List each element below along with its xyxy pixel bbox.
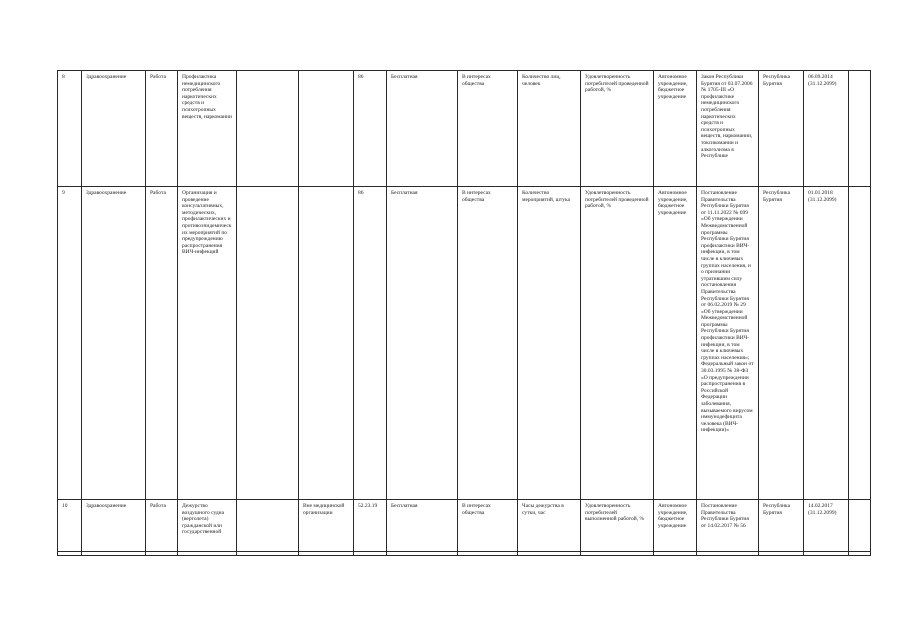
conditions-cell bbox=[299, 187, 354, 500]
volume-indicator-cell: Количество мероприятий, штука bbox=[518, 187, 581, 500]
quality-indicator-cell: Удовлетворенность потребителей проведенной работой, % bbox=[581, 71, 654, 187]
kind-cell: Работа bbox=[146, 187, 178, 500]
okved-code-cell: 52.23.19 bbox=[354, 500, 387, 556]
date-cell bbox=[804, 71, 849, 187]
institution-type-cell: Автономное учреждение, бюджетное учреждение bbox=[654, 71, 697, 187]
sphere-cell: Здравоохранение bbox=[82, 187, 146, 500]
table-bottom-border bbox=[57, 551, 870, 552]
legal-basis-cell: Закон Республики Бурятия от 03.07.2006 № 1705-III «О профилактике немедицинского потребления наркотических средств и психотропных веществ, наркомании, токсикомании и алкоголизма в Республике bbox=[697, 71, 759, 187]
work-name-cell: Профилактика немедицинского потребления наркотических средств и психотропных веществ, наркомании bbox=[178, 71, 237, 187]
date-cell bbox=[804, 500, 849, 556]
conditions-cell bbox=[299, 71, 354, 187]
institution-type-cell: Автономное учреждение, бюджетное учреждение bbox=[654, 500, 697, 556]
payment-type-cell: Бесплатная bbox=[387, 500, 458, 556]
row-number: 10 bbox=[58, 500, 82, 556]
table-row bbox=[58, 187, 871, 500]
institution-type-cell: Автономное учреждение, бюджетное учреждение bbox=[654, 187, 697, 500]
sphere-cell: Здравоохранение bbox=[82, 71, 146, 187]
kind-cell: Работа bbox=[146, 71, 178, 187]
content-cell bbox=[237, 187, 299, 500]
sphere-cell: Здравоохранение bbox=[82, 500, 146, 556]
region-cell: Республика Бурятия bbox=[759, 71, 804, 187]
quality-indicator-cell: Удовлетворенность потребителей проведенной работой, % bbox=[581, 187, 654, 500]
consumers-cell: В интересах общества bbox=[458, 71, 518, 187]
end-date: (31.12.2099) bbox=[808, 80, 837, 87]
consumers-cell: В интересах общества bbox=[458, 187, 518, 500]
start-date: 06.09.2014 bbox=[808, 74, 833, 80]
okved-code-cell: 86 bbox=[354, 187, 387, 500]
work-name-cell: Дежурство воздушного судна (вертолета) гражданской или государственной bbox=[178, 500, 237, 556]
end-date: (31.12.2099) bbox=[808, 196, 837, 203]
row-number: 9 bbox=[58, 187, 82, 500]
region-cell: Республика Бурятия bbox=[759, 500, 804, 556]
legal-basis-cell: Постановление Правительства Республики Бурятия от 11.11.2022 № 699 «Об утверждении Межведомственной программы Республики Бурятия профилактики ВИЧ-инфекции, в том числе в ключевых группах населения, и о признании утратившим силу постановления Правительства Республики Бурятия от 06.02.2019 № 29 «Об утверждении Межведомственной программы Республики Бурятия профилактики ВИЧ-инфекции, в том числе в ключевых группах населения»; Федеральный закон от 30.03.1995 № 38-ФЗ «О предупреждении распространения в Российской Федерации заболевания, вызываемого вирусом иммунодефицита человека (ВИЧ-инфекции)» bbox=[697, 187, 759, 500]
content-cell bbox=[237, 500, 299, 556]
row-number: 8 bbox=[58, 71, 82, 187]
start-date: 01.01.2018 bbox=[808, 190, 833, 196]
end-date: (31.12.2099) bbox=[808, 509, 837, 516]
volume-indicator-cell: Часы дежурства в сутки, час bbox=[518, 500, 581, 556]
payment-type-cell: Бесплатная bbox=[387, 71, 458, 187]
services-register-table bbox=[57, 70, 871, 556]
payment-type-cell: Бесплатная bbox=[387, 187, 458, 500]
volume-indicator-cell: Количество лиц, человек bbox=[518, 71, 581, 187]
consumers-cell: В интересах общества bbox=[458, 500, 518, 556]
table-row bbox=[58, 500, 871, 556]
legal-basis-cell: Постановление Правительства Республики Бурятия от 14.02.2017 № 56 bbox=[697, 500, 759, 556]
kind-cell: Работа bbox=[146, 500, 178, 556]
quality-indicator-cell: Удовлетворенность потребителей выполненной работой, % bbox=[581, 500, 654, 556]
content-cell bbox=[237, 71, 299, 187]
extra-cell bbox=[849, 187, 871, 500]
work-name-cell: Организация и проведение консультативных, методических, профилактических и противоэпидемических мероприятий по предупреждению распространения ВИЧ-инфекций bbox=[178, 187, 237, 500]
date-cell bbox=[804, 187, 849, 500]
extra-cell bbox=[849, 71, 871, 187]
region-cell: Республика Бурятия bbox=[759, 187, 804, 500]
start-date: 14.02.2017 bbox=[808, 503, 833, 509]
conditions-cell: Вне медицинской организации bbox=[299, 500, 354, 556]
table-row bbox=[58, 71, 871, 187]
extra-cell bbox=[849, 500, 871, 556]
okved-code-cell: 86 bbox=[354, 71, 387, 187]
